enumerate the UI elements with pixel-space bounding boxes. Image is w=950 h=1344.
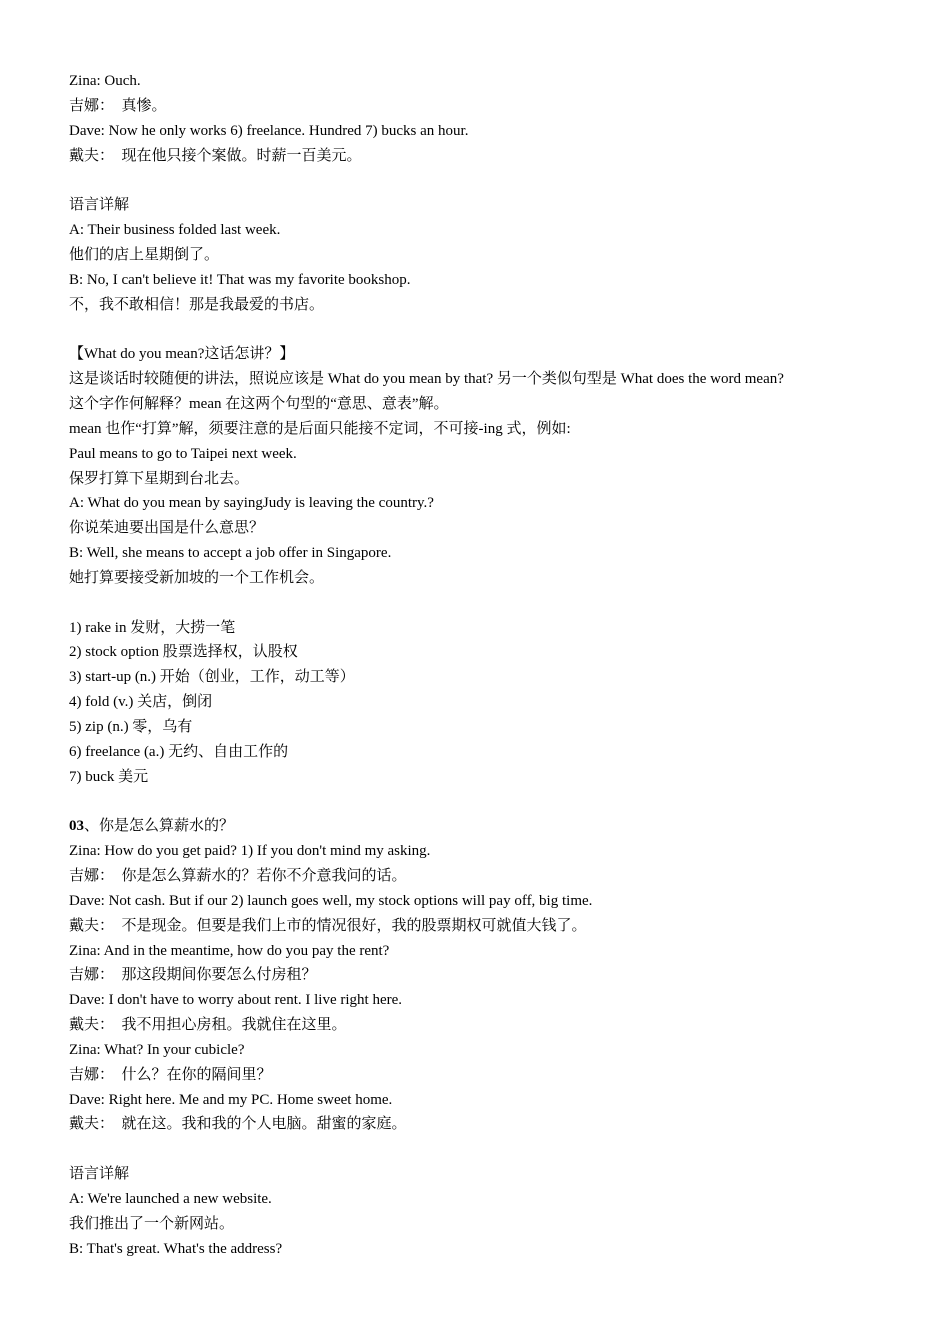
dialogue-line: Dave: Right here. Me and my PC. Home sweet home. bbox=[69, 1091, 393, 1108]
dialogue-line: 吉娜： 什么？在你的隔间里？ bbox=[69, 1066, 272, 1083]
text-line: 他们的店上星期倒了。 bbox=[69, 246, 220, 263]
dialogue-line: Zina: How do you get paid? 1) If you don't mind my asking. bbox=[69, 843, 431, 860]
text-line: Dave: Now he only works 6) freelance. Hundred 7) bucks an hour. bbox=[69, 122, 469, 139]
text-line: 你说茱迪要出国是什么意思？ bbox=[69, 520, 265, 537]
document-page bbox=[69, 69, 929, 1262]
section-heading: 【What do you mean?这话怎讲？】 bbox=[69, 346, 295, 363]
dialogue-line: Dave: I don't have to worry about rent. I live right here. bbox=[69, 992, 403, 1009]
vocab-item: 7) buck 美元 bbox=[69, 768, 149, 785]
section-heading: 语言详解 bbox=[69, 197, 130, 214]
dialogue-line: 戴夫： 就在这。我和我的个人电脑。甜蜜的家庭。 bbox=[69, 1116, 407, 1133]
text-line: 吉娜： 真惨。 bbox=[69, 97, 167, 114]
lesson-title bbox=[69, 814, 929, 839]
dialogue-line: 吉娜： 你是怎么算薪水的？若你不介意我问的话。 bbox=[69, 868, 407, 884]
text-line: mean 也作“打算”解，须要注意的是后面只能接不定词，不可接-ing 式，例如: bbox=[69, 420, 571, 437]
paragraph-gap bbox=[69, 789, 929, 814]
text-line: A: Their business folded last week. bbox=[69, 222, 281, 239]
text-line: 我们推出了一个新网站。 bbox=[69, 1215, 235, 1232]
vocab-item: 1) rake in 发财，大捞一笔 bbox=[69, 619, 236, 636]
text-line: Zina: Ouch. bbox=[69, 73, 141, 89]
dialogue-line: Dave: Not cash. But if our 2) launch goes well, my stock options will pay off, big time. bbox=[69, 892, 593, 909]
text-line: B: No, I can't believe it! That was my favorite bookshop. bbox=[69, 271, 411, 288]
dialogue-line: 戴夫： 我不用担心房租。我就住在这里。 bbox=[69, 1017, 347, 1034]
dialogue-line: Zina: And in the meantime, how do you pay the rent? bbox=[69, 942, 390, 959]
section-heading: 语言详解 bbox=[69, 1166, 130, 1183]
vocab-item: 3) start-up (n.) 开始（创业，工作，动工等） bbox=[69, 669, 355, 686]
paragraph-gap bbox=[69, 168, 929, 193]
vocab-item: 4) fold (v.) 关店，倒闭 bbox=[69, 694, 213, 711]
paragraph-gap bbox=[69, 317, 929, 342]
text-line: B: Well, she means to accept a job offer in Singapore. bbox=[69, 545, 392, 562]
text-line: 保罗打算下星期到台北去。 bbox=[69, 470, 250, 487]
vocab-item: 5) zip (n.) 零，乌有 bbox=[69, 718, 193, 735]
vocab-item: 2) stock option 股票选择权，认股权 bbox=[69, 644, 298, 661]
lesson-number: 03 bbox=[69, 818, 84, 835]
dialogue-line: Zina: What? In your cubicle? bbox=[69, 1041, 245, 1058]
dialogue-line: 吉娜： 那这段期间你要怎么付房租？ bbox=[69, 967, 317, 984]
text-line: 她打算要接受新加坡的一个工作机会。 bbox=[69, 569, 325, 586]
text-line: A: We're launched a new website. bbox=[69, 1190, 272, 1207]
lesson-title-text: 、你是怎么算薪水的？ bbox=[84, 818, 235, 835]
text-line: Paul means to go to Taipei next week. bbox=[69, 445, 297, 462]
vocab-item: 6) freelance (a.) 无约、自由工作的 bbox=[69, 743, 289, 760]
text-line: 这个字作何解释？mean 在这两个句型的“意思、意表”解。 bbox=[69, 395, 449, 412]
dialogue-line: 戴夫： 不是现金。但要是我们上市的情况很好，我的股票期权可就值大钱了。 bbox=[69, 917, 587, 934]
paragraph-gap bbox=[69, 1137, 929, 1162]
paragraph-gap bbox=[69, 591, 929, 616]
text-line: A: What do you mean by sayingJudy is leaving the country.? bbox=[69, 495, 434, 512]
text-line: 这是谈话时较随便的讲法，照说应该是 What do you mean by that? 另一个类似句型是 What does the word mean? bbox=[69, 371, 784, 388]
text-line: B: That's great. What's the address? bbox=[69, 1240, 283, 1257]
text-line: 戴夫： 现在他只接个案做。时薪一百美元。 bbox=[69, 147, 362, 164]
text-line: 不，我不敢相信！那是我最爱的书店。 bbox=[69, 296, 325, 313]
